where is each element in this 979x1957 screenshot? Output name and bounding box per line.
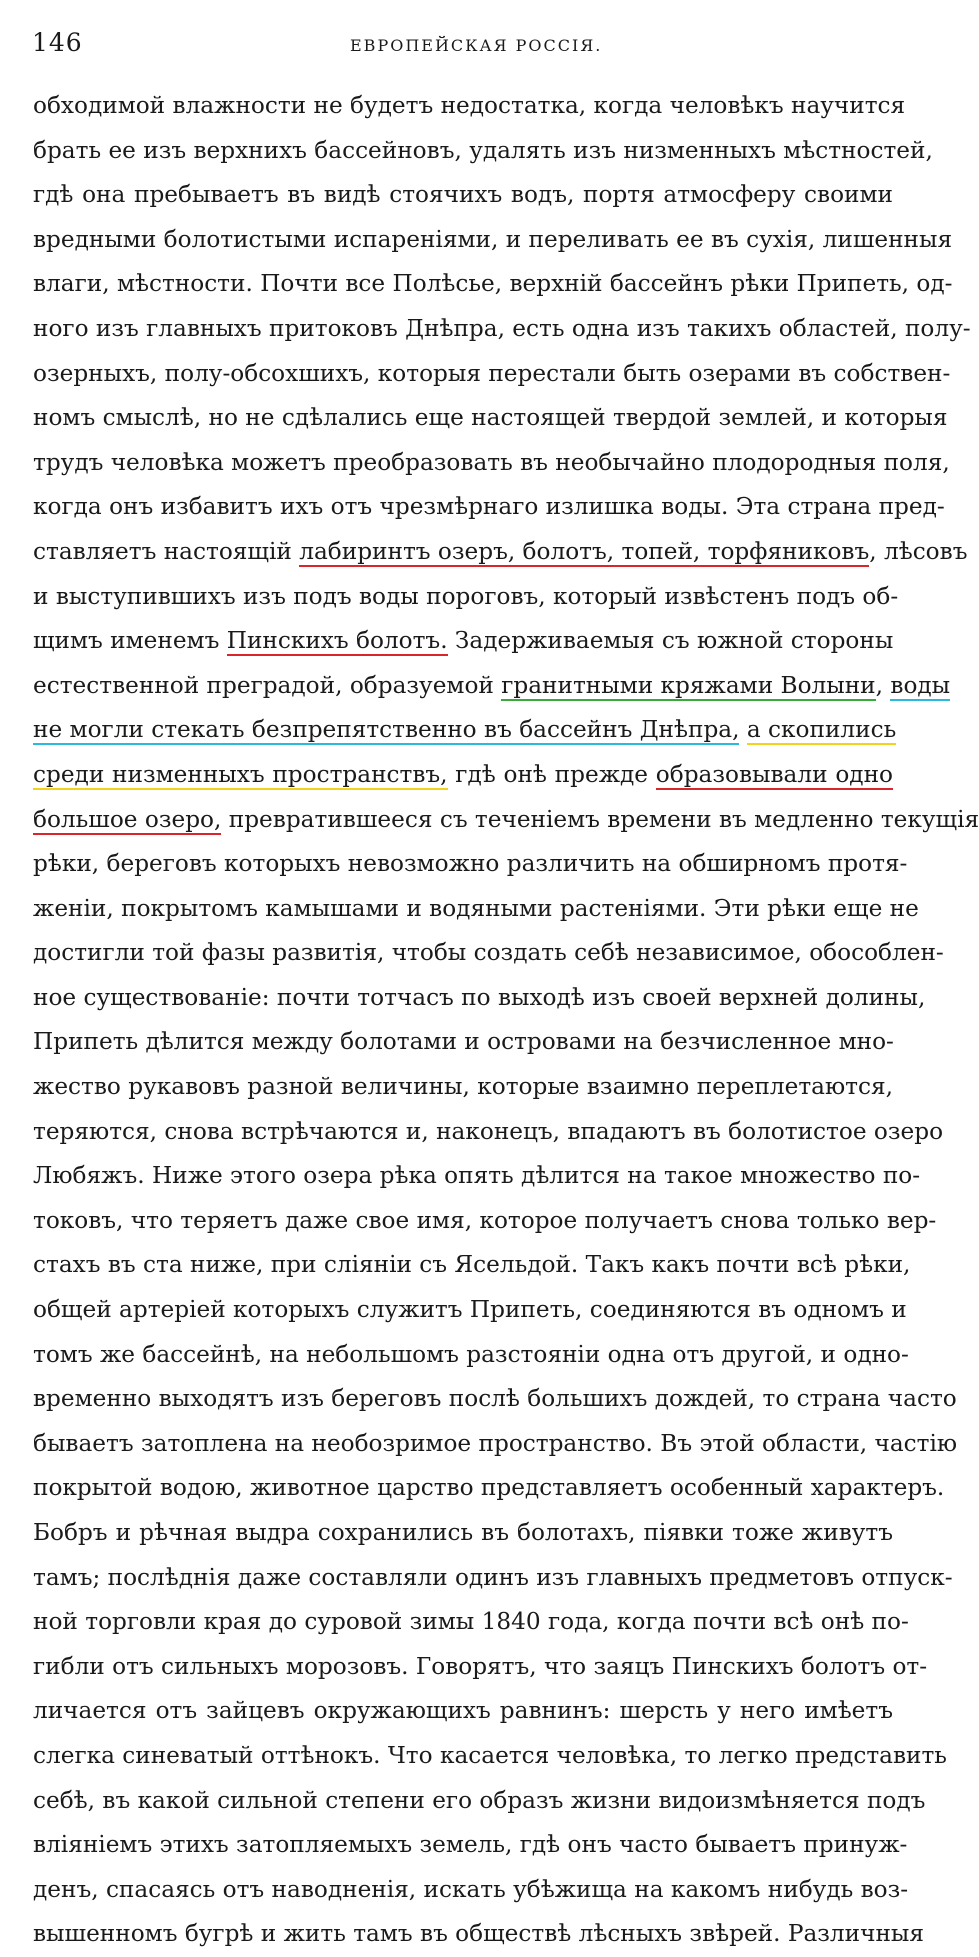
text-segment: трудъ человѣка можетъ преобразовать въ необычайно плодородныя поля, <box>33 448 950 476</box>
text-segment: и выступившихъ изъ подъ воды пороговъ, который извѣстенъ подъ об- <box>33 582 899 610</box>
text-line <box>33 798 979 843</box>
text-segment: ного изъ главныхъ притоковъ Днѣпра, есть одна изъ такихъ областей, полу- <box>33 314 971 342</box>
text-segment: вредными болотистыми испареніями, и переливать ее въ сухія, лишенныя <box>33 225 953 253</box>
text-segment: вышенномъ бугрѣ и жить тамъ въ обществѣ лѣсныхъ звѣрей. Различныя <box>33 1920 924 1948</box>
text-segment: превратившееся съ теченіемъ времени въ медленно текущія <box>221 805 979 833</box>
text-line <box>33 173 893 218</box>
text-line <box>33 1511 893 1556</box>
text-segment: Задерживаемыя съ южной стороны <box>447 627 894 655</box>
text-segment: покрытой водою, животное царство представляетъ особенный характеръ. <box>33 1474 945 1502</box>
text-line <box>33 218 953 263</box>
text-line <box>33 352 951 397</box>
text-line <box>33 307 971 352</box>
text-segment: озерныхъ, полу-обсохшихъ, которыя перестали быть озерами въ собствен- <box>33 359 951 387</box>
underlined-phrase: не могли стекать безпрепятственно въ бассейнъ Днѣпра, <box>33 716 740 744</box>
text-line <box>33 1065 893 1110</box>
text-segment: тамъ; послѣднія даже составляли одинъ изъ главныхъ предметовъ отпуск- <box>33 1563 953 1591</box>
text-line <box>33 708 897 753</box>
text-line <box>33 1868 909 1913</box>
text-line <box>33 619 893 664</box>
text-line <box>33 887 919 932</box>
underlined-phrase: большое озеро, <box>33 805 222 833</box>
text-segment: ной торговли края до суровой зимы 1840 года, когда почти всѣ онѣ по- <box>33 1608 909 1636</box>
text-line <box>33 1823 908 1868</box>
text-segment: себѣ, въ какой сильной степени его образъ жизни видоизмѣняется подъ <box>33 1786 926 1814</box>
text-line <box>33 1600 909 1645</box>
underlined-phrase: среди низменныхъ пространствъ, <box>33 760 448 788</box>
text-segment: жество рукавовъ разной величины, которые взаимно переплетаются, <box>33 1073 893 1101</box>
text-segment: теряются, снова встрѣчаются и, наконецъ, впадаютъ въ болотистое озеро <box>33 1117 944 1145</box>
text-segment: гдѣ онѣ прежде <box>447 760 656 788</box>
text-line <box>33 1645 928 1690</box>
text-segment: бываетъ затоплена на необозримое пространство. Въ этой области, частію <box>33 1429 958 1457</box>
text-line <box>33 664 951 709</box>
page-header <box>32 28 892 68</box>
text-line <box>33 753 893 798</box>
text-line <box>33 1288 907 1333</box>
text-line <box>33 1912 924 1957</box>
text-line <box>33 976 926 1021</box>
text-segment: женіи, покрытомъ камышами и водяными растеніями. Эти рѣки еще не <box>33 894 919 922</box>
text-line <box>33 1110 944 1155</box>
text-segment: щимъ именемъ <box>33 627 227 655</box>
text-segment: томъ же бассейнѣ, на небольшомъ разстояніи одна отъ другой, и одно- <box>33 1340 909 1368</box>
text-segment: Любяжъ. Ниже этого озера рѣка опять дѣлится на такое множество по- <box>33 1162 921 1190</box>
text-line <box>33 84 906 129</box>
text-segment: гибли отъ сильныхъ морозовъ. Говорятъ, что заяцъ Пинскихъ болотъ от- <box>33 1652 928 1680</box>
text-segment: естественной преградой, образуемой <box>33 671 502 699</box>
text-segment: достигли той фазы развитія, чтобы создать себѣ независимое, обособлен- <box>33 939 944 967</box>
text-segment: гдѣ она пребываетъ въ видѣ стоячихъ водъ, портя атмосферу своими <box>33 181 893 209</box>
text-segment: вліяніемъ этихъ затопляемыхъ земель, гдѣ онъ часто бываетъ принуж- <box>33 1831 908 1859</box>
body-text <box>33 84 979 1957</box>
text-line <box>33 262 953 307</box>
page-number: 146 <box>32 28 83 57</box>
text-segment: Бобръ и рѣчная выдра сохранились въ болотахъ, піявки тоже живутъ <box>33 1519 893 1546</box>
text-segment: влаги, мѣстности. Почти все Полѣсье, верхній бассейнъ рѣки Припеть, од- <box>33 270 953 298</box>
text-line <box>33 129 933 174</box>
text-segment: денъ, спасаясь отъ наводненія, искать убѣжища на какомъ нибудь воз- <box>33 1875 909 1903</box>
text-segment: слегка синеватый оттѣнокъ. Что касается человѣка, то легко представить <box>33 1741 947 1769</box>
underlined-phrase: образовывали одно <box>655 760 893 788</box>
running-title: ЕВРОПЕЙСКАЯ РОССІЯ. <box>350 36 603 55</box>
text-line <box>33 1689 893 1734</box>
text-segment: , <box>875 671 891 699</box>
text-segment: обходимой влажности не будетъ недостатка, когда человѣкъ научится <box>33 92 906 119</box>
text-line <box>33 485 945 530</box>
text-line <box>33 1779 926 1824</box>
text-line <box>33 1333 909 1378</box>
text-segment: токовъ, что теряетъ даже свое имя, которое получаетъ снова только вер- <box>33 1206 937 1234</box>
text-line <box>33 1243 911 1288</box>
text-segment: Припеть дѣлится между болотами и островами на безчисленное мно- <box>33 1028 894 1056</box>
text-line <box>33 842 908 887</box>
text-line <box>33 1377 957 1422</box>
text-line <box>33 441 950 486</box>
text-line <box>33 1154 921 1199</box>
text-line <box>33 1734 947 1779</box>
text-line <box>33 1199 937 1244</box>
text-segment: временно выходятъ изъ береговъ послѣ большихъ дождей, то страна часто <box>33 1385 957 1413</box>
underlined-phrase: воды <box>890 671 951 699</box>
text-line <box>33 1556 953 1601</box>
underlined-phrase: а скопились <box>746 716 897 744</box>
text-segment: рѣки, береговъ которыхъ невозможно различить на обширномъ протя- <box>33 850 908 878</box>
underlined-phrase: лабиринтъ озеръ, болотъ, топей, торфяниковъ <box>299 537 870 565</box>
underlined-phrase: гранитными кряжами Волыни <box>501 671 876 699</box>
text-segment: ставляетъ настоящій <box>33 537 300 565</box>
text-line <box>33 1466 945 1511</box>
text-segment: общей артеріей которыхъ служитъ Припеть, соединяются въ одномъ и <box>33 1296 907 1324</box>
text-line <box>33 575 899 620</box>
text-line <box>33 1020 893 1065</box>
text-line <box>33 530 968 575</box>
text-segment: стахъ въ ста ниже, при сліяніи съ Ясельдой. Такъ какъ почти всѣ рѣки, <box>33 1251 911 1279</box>
text-segment: ное существованіе: почти тотчасъ по выходѣ изъ своей верхней долины, <box>33 983 926 1011</box>
text-segment: личается отъ зайцевъ окружающихъ равнинъ: шерсть у него имѣетъ <box>33 1697 893 1725</box>
text-line <box>33 396 948 441</box>
text-line <box>33 1422 958 1467</box>
text-segment: когда онъ избавитъ ихъ отъ чрезмѣрнаго излишка воды. Эта страна пред- <box>33 493 945 521</box>
text-line <box>33 931 944 976</box>
underlined-phrase: Пинскихъ болотъ. <box>226 627 448 655</box>
text-segment <box>739 716 746 743</box>
text-segment: , лѣсовъ <box>869 537 968 565</box>
text-segment: брать ее изъ верхнихъ бассейновъ, удалять изъ низменныхъ мѣстностей, <box>33 136 933 164</box>
text-segment: номъ смыслѣ, но не сдѣлались еще настоящей твердой землей, и которыя <box>33 404 948 432</box>
